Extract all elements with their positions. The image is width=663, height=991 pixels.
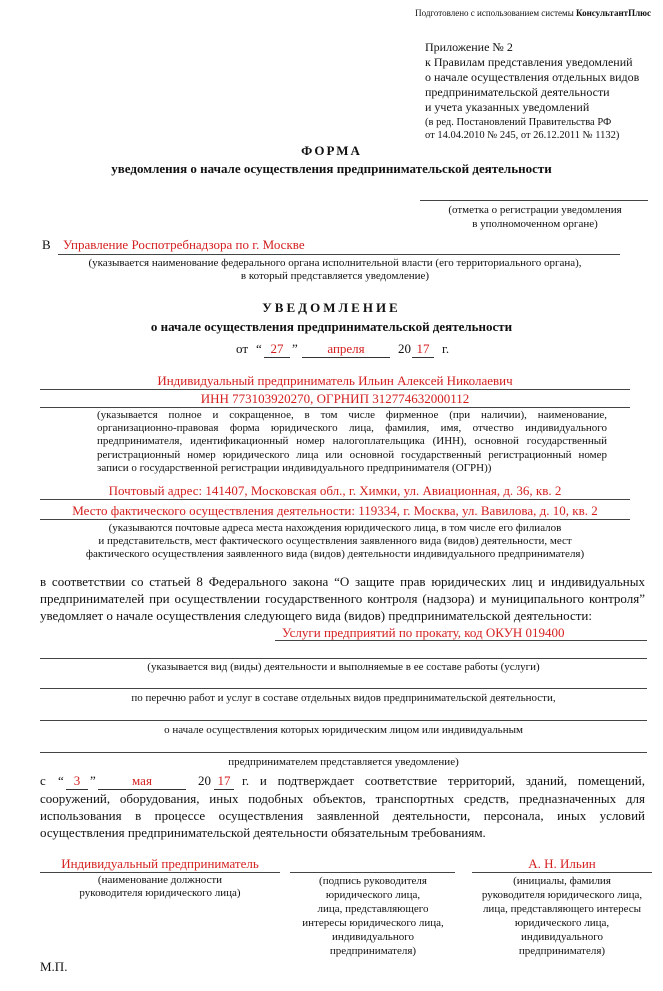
addressee-caption: (указывается наименование федерального органа исполнительной власти (его территориального органа), в который представляется уведомление) bbox=[88, 257, 582, 282]
name-value: А. Н. Ильин bbox=[528, 856, 596, 871]
actual-line bbox=[40, 519, 630, 520]
start-rest: сооружений, оборудования, иных подобных объектов, транспортных средств, предназначенных для использования в процессе осуществления заявленной деятельности, персонала, иных условий осуществления предпринимательской деятельности обязательным требованиям. bbox=[40, 791, 645, 840]
activity-caption-4: предпринимателем представляется уведомление) bbox=[228, 756, 459, 768]
notice-month: апреля bbox=[302, 340, 390, 358]
appendix-line: к Правилам представления уведомлений bbox=[425, 55, 633, 69]
consultant-note: Подготовлено с использованием системы КонсультантПлюс bbox=[415, 8, 651, 18]
body-paragraph: в соответствии со статьей 8 Федерального закона “О защите прав юридических лиц и индивидуальных предпринимателей при осуществлении государственного контроля (надзора) и муниципального контроля” уведомляет о начале осуществления следующего вида (видов) предпринимательской деятельности: bbox=[40, 574, 645, 623]
appendix-block bbox=[425, 40, 655, 142]
registration-line bbox=[420, 200, 648, 201]
start-year: 17 bbox=[214, 772, 234, 790]
signature-line bbox=[290, 872, 455, 873]
start-date-line: с “ 3 ” мая 20 17 г. и подтверждает соответствие территорий, зданий, помещений, bbox=[40, 773, 645, 788]
applicant-name: Индивидуальный предприниматель Ильин Алексей Николаевич bbox=[157, 373, 513, 388]
activity-caption-3: о начале осуществления которых юридическим лицом или индивидуальным bbox=[164, 724, 523, 736]
appendix-line: предпринимательской деятельности bbox=[425, 85, 610, 99]
applicant-caption: (указывается полное и сокращенное, в том числе фирменное (при наличии), наименование, организационно-правовая форма юридического лица, фамилия, имя, отчество индивидуального предпринимателя, идентификационный номер налогоплательщика (ИНН), основной государственный регистрационный номер юридического лица или основной государственный регистрационный номер записи о государственной регистрации индивидуального предпринимателя (ОГРН)) bbox=[97, 409, 607, 474]
notice-date: от “ 27 ” апреля 20 17 г. bbox=[236, 341, 450, 356]
consultant-brand: КонсультантПлюс bbox=[576, 8, 651, 18]
activity-line-2 bbox=[40, 658, 647, 659]
addressee-value: Управление Роспотребнадзора по г. Москве bbox=[63, 237, 305, 252]
activity-line-4 bbox=[40, 720, 647, 721]
start-day: 3 bbox=[66, 772, 88, 790]
form-subtitle: уведомления о начале осуществления предпринимательской деятельности bbox=[111, 161, 552, 176]
activity-value: Услуги предприятий по прокату, код ОКУН 019400 bbox=[282, 625, 565, 640]
appendix-line: и учета указанных уведомлений bbox=[425, 100, 590, 114]
postal-address: Почтовый адрес: 141407, Московская обл., г. Химки, ул. Авиационная, д. 36, кв. 2 bbox=[108, 483, 562, 498]
position-line bbox=[40, 872, 280, 873]
position-value: Индивидуальный предприниматель bbox=[61, 856, 259, 871]
activity-caption-1: (указывается вид (виды) деятельности и выполняемые в ее составе работы (услуги) bbox=[147, 661, 540, 673]
registration-note: (отметка о регистрации уведомления в уполномоченном органе) bbox=[448, 204, 622, 230]
activity-line-3 bbox=[40, 688, 647, 689]
activity-caption-2: по перечню работ и услуг в составе отдельных видов предпринимательской деятельности, bbox=[131, 692, 556, 704]
notice-title: УВЕДОМЛЕНИЕ bbox=[262, 300, 401, 315]
postal-line bbox=[40, 499, 630, 500]
addressee-prefix: В bbox=[42, 237, 51, 252]
appendix-line: о начале осуществления отдельных видов bbox=[425, 70, 640, 84]
addressee-line bbox=[58, 254, 620, 255]
appendix-line: Приложение № 2 bbox=[425, 40, 513, 54]
notice-day: 27 bbox=[264, 340, 290, 358]
notice-subtitle: о начале осуществления предпринимательской деятельности bbox=[150, 319, 513, 334]
name-line bbox=[472, 872, 652, 873]
form-title: ФОРМА bbox=[301, 143, 362, 158]
start-month: мая bbox=[98, 772, 186, 790]
signature-caption: (подпись руководителя юридического лица, лица, представляющего интересы юридического лица, индивидуального предпринимателя) bbox=[302, 875, 444, 957]
name-caption: (инициалы, фамилия руководителя юридического лица, лица, представляющего интересы юридического лица, индивидуального предпринимателя) bbox=[481, 875, 643, 957]
stamp-mark: М.П. bbox=[40, 959, 68, 974]
notice-year: 17 bbox=[412, 340, 434, 358]
actual-address: Место фактического осуществления деятельности: 119334, г. Москва, ул. Вавилова, д. 10, кв. 2 bbox=[72, 503, 598, 518]
position-caption: (наименование должности руководителя юридического лица) bbox=[79, 874, 241, 899]
edition-line: (в ред. Постановлений Правительства РФ bbox=[425, 117, 612, 128]
applicant-ids: ИНН 773103920270, ОГРНИП 312774632000112 bbox=[200, 391, 470, 406]
address-caption: (указываются почтовые адреса места нахождения юридического лица, в том числе его филиалов и представительств, мест фактического осуществления заявленного вида (видов) деятельности, мест фактического осуществления заявленного вида (видов) деятельности индивидуального предпринимателя) bbox=[85, 522, 585, 561]
edition-line: от 14.04.2010 № 245, от 26.12.2011 № 1132) bbox=[425, 129, 620, 141]
activity-line bbox=[275, 640, 647, 641]
applicant-ids-line bbox=[40, 407, 630, 408]
activity-line-5 bbox=[40, 752, 647, 753]
